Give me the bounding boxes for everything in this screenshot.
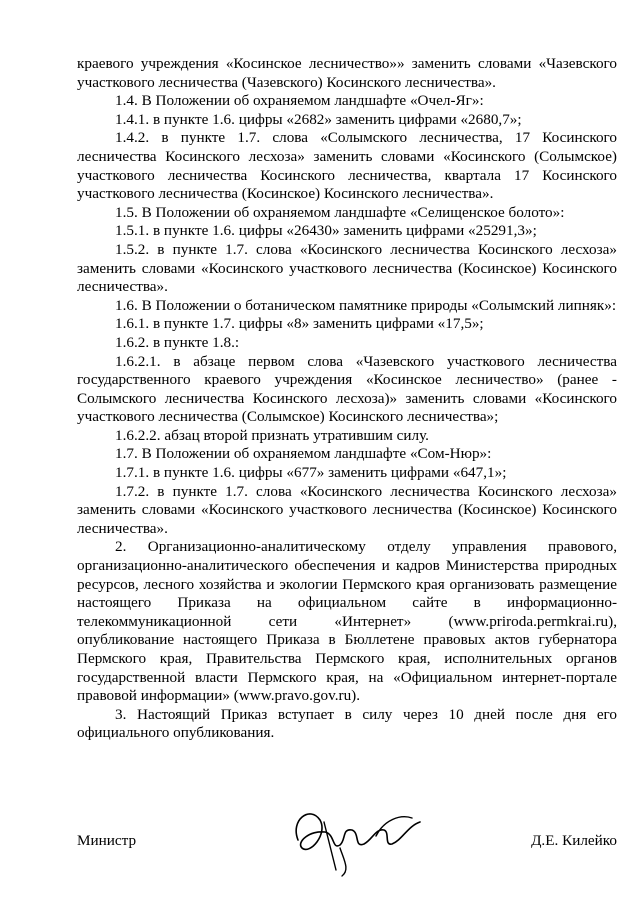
signatory-name: Д.Е. Килейко: [531, 832, 617, 849]
paragraph: 1.5.1. в пункте 1.6. цифры «26430» заменить цифрами «25291,3»;: [115, 222, 537, 240]
paragraph: 1.6. В Положении о ботаническом памятнике природы «Солымский липняк»:: [115, 296, 617, 314]
paragraph: 1.5.2. в пункте 1.7. слова «Косинского лесничества Косинского лесхоза» заменить словами «Косинского участкового лесничества (Косинское) Косинского лесничества».: [77, 240, 617, 296]
paragraph: 1.4.2. в пункте 1.7. слова «Солымского лесничества, 17 Косинского лесничества Косинского лесхоза» заменить словами «Косинского (Солымское) участкового лесничества Косинского лесничества, квартала 17 Косинского участкового лесничества (Косинское) Косинского лесничества».: [77, 129, 617, 203]
paragraph: 1.6.2. в пункте 1.8.:: [115, 333, 240, 351]
paragraph: 2. Организационно-аналитическому отделу управления правового, организационно-аналитического обеспечения и кадров Министерства природных ресурсов, лесного хозяйства и экологии Пермского края организовать размещение настоящего Приказа на официальном сайте в информационно-телекоммуникационной сети «Интернет» (www.priroda.permkrai.ru), опубликование настоящего Приказа в Бюллетене правовых актов губернатора Пермского края, Правительства Пермского края, исполнительных органов государственной власти Пермского края, на «Официальном интернет-портале правовой информации» (www.pravo.gov.ru).: [77, 538, 617, 705]
paragraph: 1.6.1. в пункте 1.7. цифры «8» заменить цифрами «17,5»;: [115, 315, 484, 333]
document-body: [77, 55, 617, 743]
signatory-title: Министр: [77, 832, 137, 849]
signature-row: [77, 832, 617, 854]
paragraph: 1.5. В Положении об охраняемом ландшафте «Селищенское болото»:: [115, 203, 565, 221]
paragraph: 1.7.1. в пункте 1.6. цифры «677» заменить цифрами «647,1»;: [115, 464, 507, 482]
paragraph: краевого учреждения «Косинское лесничество»» заменить словами «Чазевского участкового лесничества (Чазевского) Косинского лесничества».: [77, 55, 617, 91]
paragraph: 3. Настоящий Приказ вступает в силу через 10 дней после дня его официального опубликования.: [77, 705, 617, 742]
paragraph: 1.4. В Положении об охраняемом ландшафте «Очел-Яг»:: [115, 92, 484, 110]
paragraph: 1.7.2. в пункте 1.7. слова «Косинского лесничества Косинского лесхоза» заменить словами «Косинского участкового лесничества (Косинское) Косинского лесничества».: [77, 482, 617, 537]
paragraph: 1.4.1. в пункте 1.6. цифры «2682» заменить цифрами «2680,7»;: [115, 110, 522, 128]
paragraph: 1.6.2.1. в абзаце первом слова «Чазевского участкового лесничества государственного краевого учреждения «Косинское лесничество» (ранее - Солымского лесничества Косинского лесхоза)» заменить словами «Косинского участкового лесничества (Солымское) Косинского лесничества»;: [77, 352, 617, 426]
paragraph: 1.7. В Положении об охраняемом ландшафте «Сом-Нюр»:: [115, 445, 492, 463]
paragraph: 1.6.2.2. абзац второй признать утратившим силу.: [115, 426, 429, 444]
